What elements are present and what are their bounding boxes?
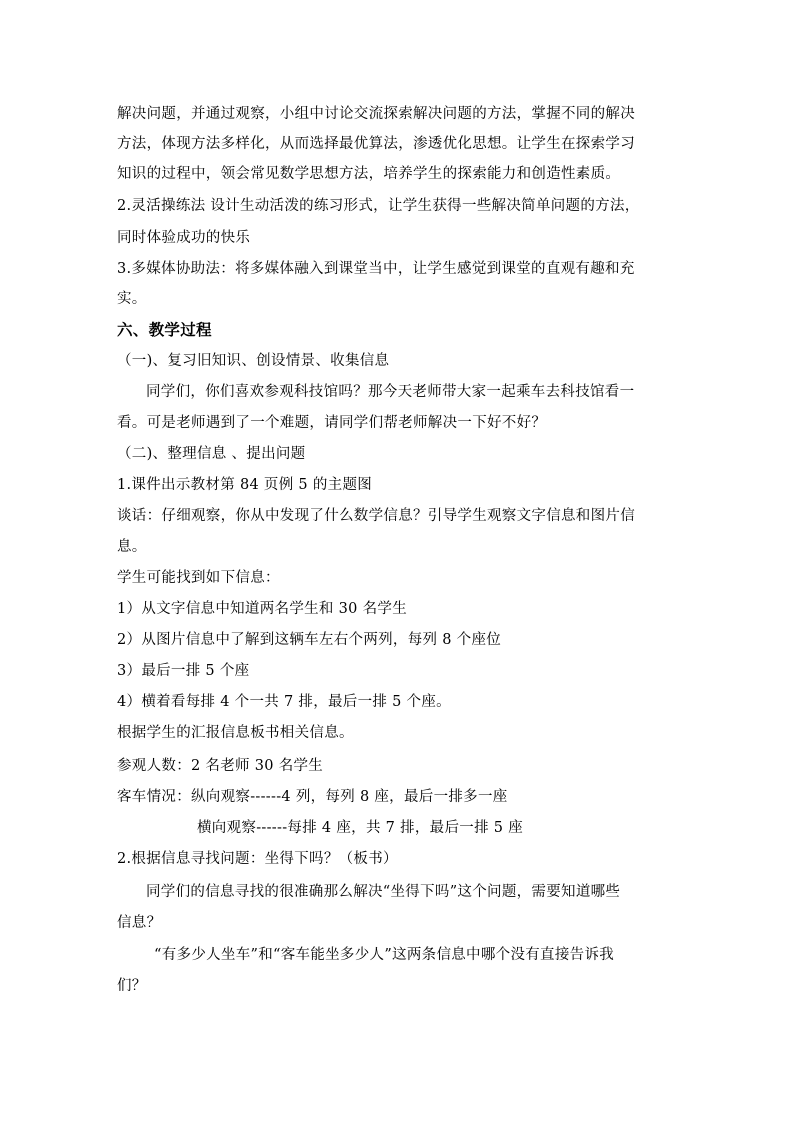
- paragraph-line: “有多少人坐车”和“客车能坐多少人”这两条信息中哪个没有直接告诉我: [154, 947, 615, 963]
- paragraph-line: 信息？: [117, 915, 162, 931]
- paragraph-line: 客车情况：纵向观察------4 列，每列 8 座，最后一排多一座: [117, 789, 508, 805]
- paragraph-line: 参观人数：2 名老师 30 名学生: [117, 758, 324, 774]
- list-item: 1）从文字信息中知道两名学生和 30 名学生: [117, 601, 407, 617]
- paragraph-line: 方法，体现方法多样化，从而选择最优算法，渗透优化思想。让学生在探索学习: [117, 136, 635, 152]
- paragraph-line: 知识的过程中，领会常见数学思想方法，培养学生的探索能力和创造性素质。: [117, 166, 621, 182]
- paragraph-line: 学生可能找到如下信息：: [117, 570, 280, 586]
- paragraph-line: 同时体验成功的快乐: [117, 230, 251, 246]
- paragraph-line: 息。: [117, 539, 147, 555]
- paragraph-line: 看。可是老师遇到了一个难题，请同学们帮老师解决一下好不好？: [117, 415, 547, 431]
- paragraph-line: 实。: [117, 291, 147, 307]
- paragraph-line: 们？: [117, 978, 147, 994]
- list-item: 4）横着看每排 4 个一共 7 排，最后一排 5 个座。: [117, 694, 451, 710]
- paragraph-line: 解决问题，并通过观察，小组中讨论交流探索解决问题的方法，掌握不同的解决: [117, 106, 635, 122]
- paragraph-line: 根据学生的汇报信息板书相关信息。: [117, 725, 354, 741]
- list-item: 3）最后一排 5 个座: [117, 663, 250, 679]
- paragraph-line: 同学们，你们喜欢参观科技馆吗？那今天老师带大家一起乘车去科技馆看一: [146, 384, 635, 400]
- paragraph-line: 横向观察------每排 4 座，共 7 排，最后一排 5 座: [197, 820, 524, 836]
- subsection-heading: （一)、复习旧知识、创设情景、收集信息: [117, 353, 390, 369]
- paragraph-line: 谈话：仔细观察，你从中发现了什么数学信息？引导学生观察文字信息和图片信: [117, 508, 635, 524]
- section-heading: 六、教学过程: [117, 320, 212, 339]
- list-item-2: 2.灵活操练法 设计生动活泼的练习形式，让学生获得一些解决简单问题的方法，: [117, 198, 640, 214]
- list-item: 1.课件出示教材第 84 页例 5 的主题图: [117, 477, 373, 493]
- list-item-3: 3.多媒体协助法：将多媒体融入到课堂当中，让学生感觉到课堂的直观有趣和充: [117, 261, 635, 277]
- paragraph-line: 同学们的信息寻找的很准确那么解决“坐得下吗”这个问题，需要知道哪些: [146, 884, 621, 900]
- subsection-heading: （二)、整理信息 、提出问题: [117, 446, 306, 462]
- list-item: 2.根据信息寻找问题：坐得下吗？（板书）: [117, 851, 398, 867]
- list-item: 2）从图片信息中了解到这辆车左右个两列，每列 8 个座位: [117, 632, 502, 648]
